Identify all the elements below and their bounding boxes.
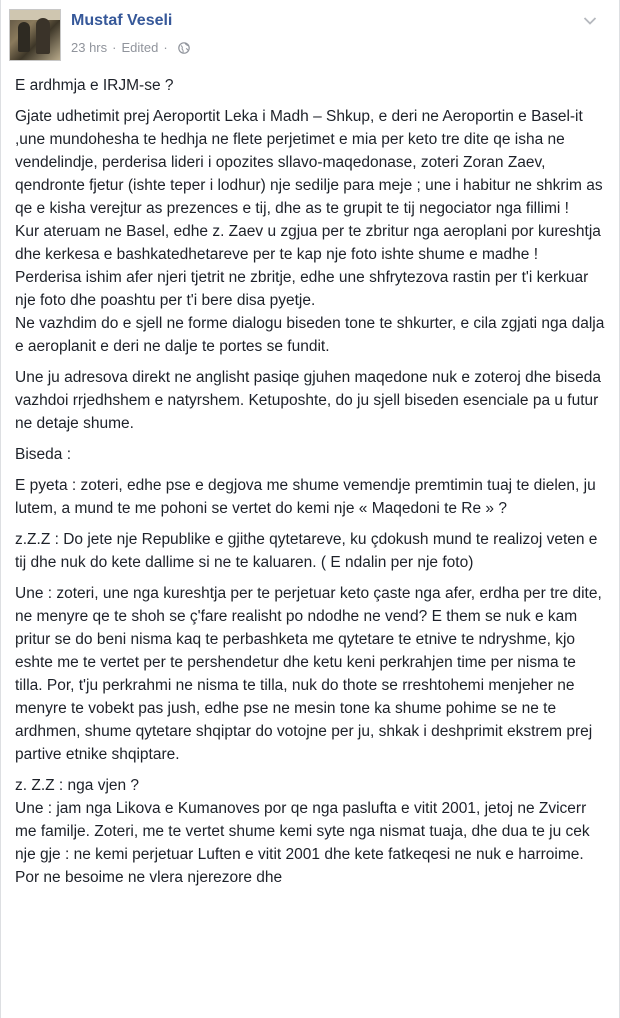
post-paragraph <box>15 774 605 889</box>
post-body <box>1 66 619 889</box>
post-text: Biseda : <box>15 446 72 463</box>
chevron-down-icon[interactable] <box>583 16 597 26</box>
post-paragraph <box>15 528 605 574</box>
post-text: Gjate udhetimit prej Aeroportit Leka i Madh – Shkup, e deri ne Aeroportin e Basel-it ,une mundohesha te hedhja ne flete perjetimet e mia per keto tre dite qe isha ne vendelindje, perderisa lideri i opozites sllavo-maqedonase, zoteri Zoran Zaev, qendronte fjetur (ishte teper i lodhur) nje sedilje para meje ; une i habitur ne shkrim as qe e kisha verejtur as prezences e tij, dhe as te grupit te tij negociator nga fillimi ! <box>15 108 603 217</box>
author-name[interactable]: Mustaf Veseli <box>71 12 173 29</box>
post-paragraph <box>15 582 605 766</box>
globe-icon[interactable] <box>178 42 190 54</box>
post-paragraph <box>15 443 605 466</box>
post-meta <box>71 40 190 55</box>
post-header <box>1 0 619 66</box>
post-text: Ne vazhdim do e sjell ne forme dialogu biseden tone te shkurter, e cila zgjati nga dalja e aeroplanit e deri ne dalje te portes se fundit. <box>15 315 605 355</box>
post-paragraph <box>15 474 605 520</box>
post-text: Une ju adresova direkt ne anglisht pasiqe gjuhen maqedone nuk e zoteroj dhe biseda vazhdoi rrjedhshem e natyrshem. Ketuposhte, do ju sjell biseden esenciale pa u futur ne detaje shume. <box>15 369 601 432</box>
post-paragraph <box>15 366 605 435</box>
post-paragraph <box>15 105 605 358</box>
post-paragraph <box>15 74 605 97</box>
meta-separator: · <box>112 40 117 55</box>
post-text: E pyeta : zoteri, edhe pse e degjova me shume vemendje premtimin tuaj te dielen, ju lutem, a mund te me pohoni se vertet do kemi nje « Maqedoni te Re » ? <box>15 477 596 517</box>
post-text: Une : jam nga Likova e Kumanoves por qe nga paslufta e vitit 2001, jetoj ne Zvicerr me familje. Zoteri, me te vertet shume kemi syte nga nismat tuaja, dhe dua te ju cek nje gje : ne kemi perjetuar Luften e vitit 2001 dhe kete fatkeqesi ne nuk e harroime. Por ne besoime ne vlera njerezore dhe <box>15 800 590 886</box>
post-text: Une : zoteri, une nga kureshtja per te perjetuar keto çaste nga afer, erdha per tre dite, ne menyre qe te shoh se ç'fare realisht po ndodhe ne vend? E them se nuk e kam pritur se do beni nisma kaq te perbashketa me qytetare te etnive te ndryshme, kjo eshte me te vertet per te pershendetur dhe ketu keni perkrahjen time per nisma te tilla. Por, t'ju perkrahmi ne nisma te tilla, nuk do thote se rreshtohemi menjeher ne menyre te vobekt pas jush, edhe pse ne mesin tone ka shume pohime se ne te ardhmen, shume qytetare shqiptar do votojne per ju, shkak i deshprimit ekstrem prej partive etnike shqiptare. <box>15 585 602 763</box>
post-text: z.Z.Z : Do jete nje Republike e gjithe qytetareve, ku çdokush mund te realizoj veten e tij dhe nuk do kete dallime si ne te kaluaren. ( E ndalin per nje foto) <box>15 531 598 571</box>
avatar[interactable] <box>9 9 61 61</box>
edited-label[interactable]: Edited <box>121 40 159 55</box>
post-text: E ardhmja e IRJM-se ? <box>15 77 174 94</box>
meta-separator: · <box>163 40 168 55</box>
post-text: z. Z.Z : nga vjen ? <box>15 777 140 794</box>
post-time[interactable]: 23 hrs <box>71 40 108 55</box>
post-text: Kur ateruam ne Basel, edhe z. Zaev u zgjua per te zbritur nga aeroplani por kureshtja dhe kerkesa e bashkatedhetareve per te kap nje foto ishte shume e madhe ! Perderisa ishim afer njeri tjetrit ne zbritje, edhe une shfrytezova rastin per t'i kerkuar nje foto dhe poashtu per t'i bere disa pyetje. <box>15 223 601 309</box>
